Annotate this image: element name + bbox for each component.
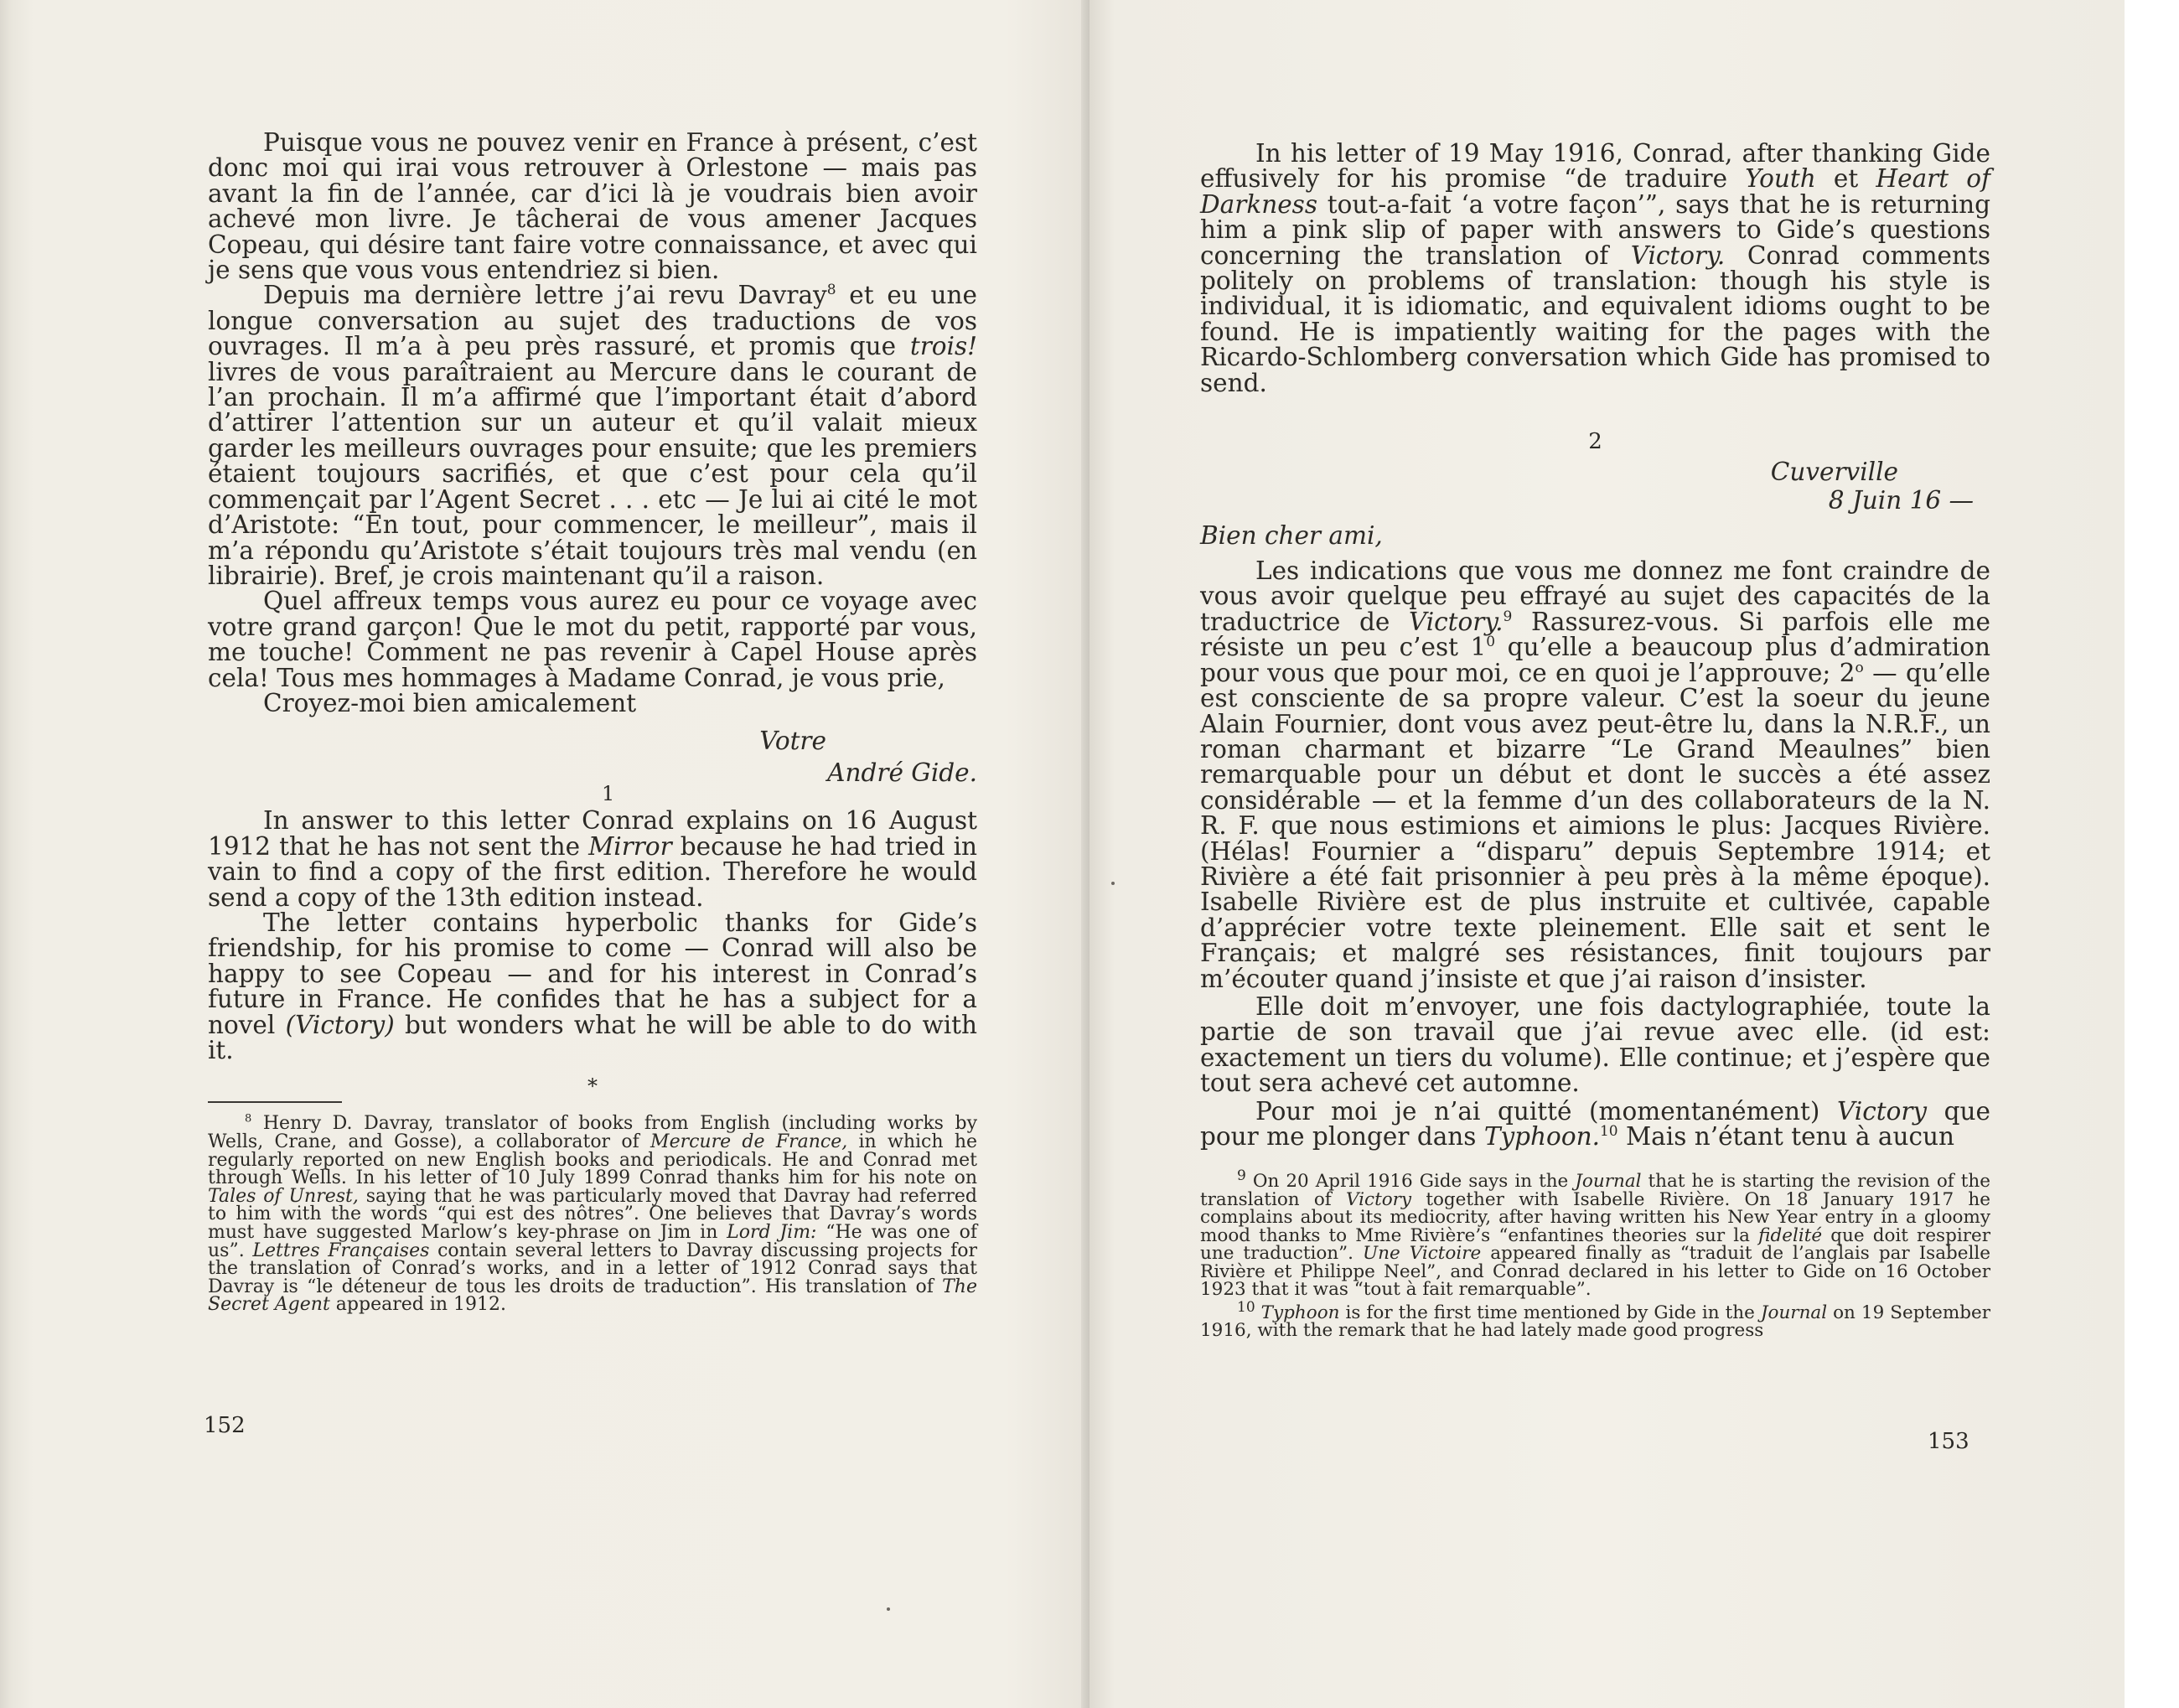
paragraph xyxy=(208,910,977,1063)
text: Victory. xyxy=(1408,607,1504,636)
text: Victory. xyxy=(1630,241,1726,270)
text: appeared finally as “traduit de l’anglais par Isabelle Rivière et Philippe Neel”, and Conrad declared in his letter to Gide on 16 October 1923 that it was “tout à fait remarquable”. xyxy=(1200,1243,1991,1301)
footnote-number: 9 xyxy=(1237,1167,1246,1185)
closing: Croyez-moi bien amicalement xyxy=(263,688,637,717)
text: Typhoon. xyxy=(1483,1122,1600,1151)
speck xyxy=(1111,882,1115,885)
footnotes xyxy=(1200,1167,1991,1342)
paragraph xyxy=(208,808,977,910)
footnote-ref: 10 xyxy=(1599,1123,1618,1141)
text: Tales of Unrest, xyxy=(208,1185,359,1207)
text: Lord Jim: xyxy=(727,1221,817,1243)
text: livres de vous paraîtraient au Mercure dans le courant de l’an prochain. Il m’a affirmé que l’important était d’abord d’attirer l’attention sur un auteur et qu’il valait mieux garder les meilleurs ouvrages pour ensuite; que les premiers étaient toujours sacrifiés, et que c’est pour cela qu’il commençait par l’Agent Secret . . . etc — Je lui ai cité le mot d’Aristote: “En tout, pour commencer, le meilleur”, mais il m’a répondu qu’Aristote s’était toujours très mal vendu (en librairie). Bref, je crois maintenant qu’il a raison. xyxy=(208,357,977,590)
text: In his letter of 19 May 1916, Conrad, after thanking Gide effusively for his promise “de traduire xyxy=(1200,139,1990,194)
paragraph xyxy=(1200,1096,1991,1151)
letter-date: 8 Juin 16 — xyxy=(1828,486,1974,515)
text: The letter contains hyperbolic thanks for Gide’s friendship, for his promise to come — Conrad will also be happy to see Copeau — and for his interest in Conrad’s future in France. He confides that he has a subject for a novel xyxy=(208,908,977,1039)
text: Youth xyxy=(1745,164,1816,194)
page-number: 153 xyxy=(1928,1429,1969,1454)
text: that he is starting the revision of the translation of xyxy=(1200,1171,1990,1210)
text: fidelité xyxy=(1758,1224,1823,1246)
section-separator: * xyxy=(587,1074,598,1099)
signature-name: André Gide. xyxy=(827,758,977,788)
text: Henry D. Davray, translator of books from English (including works by Wells, Crane, and Gosse), a collaborator of xyxy=(208,1113,977,1152)
text: The Secret Agent xyxy=(208,1276,977,1316)
text: et eu une longue conversation au sujet des traductions de vos ouvrages. Il m’a à peu près rassuré, et promis que xyxy=(208,281,977,361)
text: Journal xyxy=(1575,1171,1642,1193)
text: tout-a-fait ‘a votre façon’”, says that he is returning him a pink slip of paper with answers to Gide’s questions concerning the translation of xyxy=(1200,189,1990,270)
ordinal: 0 xyxy=(1486,634,1496,651)
text: Journal xyxy=(1760,1302,1828,1323)
text: Mais n’étant tenu à aucun xyxy=(1617,1122,1954,1151)
footnote-ref: 8 xyxy=(826,282,836,299)
left-page-text xyxy=(208,130,977,1314)
text: Conrad comments politely on problems of translation: though his style is individual, it is idiomatic, and equivalent idioms ought to be found. He is impatiently waiting for the pages with the Ricardo-Schlomberg conversation which Gide has promised to send. xyxy=(1200,241,1990,397)
page-number: 152 xyxy=(204,1413,246,1438)
text: saying that he was particularly moved that Davray had referred to him with the words “qui est des nôtres”. One believes that Davray’s words must have suggested Marlow’s key-phrase on Jim in xyxy=(208,1185,977,1243)
text: Mirror xyxy=(588,831,672,861)
footnote-number: 10 xyxy=(1237,1298,1255,1316)
text: Rassurez-vous. Si parfois elle me résiste un peu c’est 1 xyxy=(1200,607,1990,662)
text: Heart of Darkness xyxy=(1200,164,1990,219)
text: Une Victoire xyxy=(1362,1243,1482,1265)
text: in which he regularly reported on new English books and periodicals. He and Conrad met through Wells. In his letter of 10 July 1899 Conrad thanks him for his note on xyxy=(208,1131,978,1189)
footnote-10 xyxy=(1200,1298,1990,1342)
right-page xyxy=(1090,0,2125,1708)
footnotes xyxy=(208,1115,977,1314)
text: Depuis ma dernière lettre j’ai revu Davray xyxy=(263,281,827,310)
footnote-number: 8 xyxy=(245,1113,252,1126)
paragraph: Quel affreux temps vous aurez eu pour ce voyage avec votre grand garçon! Que le mot du petit, rapporté par vous, me touche! Comment ne pas revenir à Capel House après cela! Tous mes hommages à Madame Conrad, je vous prie, xyxy=(208,587,977,692)
footnote-ref: 9 xyxy=(1503,608,1513,626)
ordinal: o xyxy=(1855,659,1864,676)
text: Victory xyxy=(1836,1096,1928,1126)
section-number: 1 xyxy=(602,782,615,806)
text: because he had tried in vain to find a copy of the first edition. Therefore he would send a copy of the 13th edition instead. xyxy=(208,831,978,912)
paragraph xyxy=(208,282,977,588)
footnote-9 xyxy=(1200,1167,1991,1301)
footnote-rule xyxy=(208,1101,342,1103)
text: trois! xyxy=(909,332,977,361)
section-number: 2 xyxy=(1588,429,1602,455)
text: qu’elle a beaucoup plus d’admiration pour vous que pour moi, ce en quoi je l’approuve; 2 xyxy=(1200,633,1990,687)
text: contain several letters to Davray discussing projects for the translation of Conrad’s works, and in a letter of 1912 Conrad says that Davray is “le déteneur de tous les droits de traduction”. His translation of xyxy=(208,1240,977,1297)
right-page-text xyxy=(1200,141,1990,1345)
paragraph: Puisque vous ne pouvez venir en France à présent, c’est donc moi qui irai vous retrouver à Orlestone — mais pas avant la fin de l’année, car d’ici là je voudrais bien avoir achevé mon livre. Je tâcherai de vous amener Jacques Copeau, qui désire tant faire votre connaissance, et avec qui je sens que vous vous entendriez si bien. xyxy=(208,128,977,285)
text: is for the first time mentioned by Gide in the xyxy=(1339,1302,1761,1323)
speck xyxy=(887,1607,890,1611)
paragraph xyxy=(1200,141,1990,396)
text: — qu’elle est consciente de sa propre valeur. C’est la soeur du jeune Alain Fournier, dont vous avez peut-être lu, dans la N.R.F., un roman charmant et bizarre “Le Grand Meaulnes” bien remarquable pour un début et dont le succès a été assez considérable — et la femme d’un des collaborateurs de la N. R. F. que nous estimions et aimions le plus: Jacques Rivière. (Hélas! Fournier a “disparu” depuis Septembre 1914; et Rivière a été fait prisonnier à peu près à la même époque). Isabelle Rivière est de plus instruite et cultivée, capable d’apprécier votre texte pleinement. Elle sait et sent le Français; et malgré ses résistances, finit toujours par m’écouter quand j’insiste et que j’ai raison d’insister. xyxy=(1200,658,1990,993)
text: que pour me plonger dans xyxy=(1200,1096,1991,1151)
text: but wonders what he will be able to do with it. xyxy=(208,1010,977,1064)
text: appeared in 1912. xyxy=(329,1294,506,1316)
text: Lettres Françaises xyxy=(252,1240,430,1261)
text: Pour moi je n’ai quitté (momentanément) xyxy=(1255,1096,1837,1126)
text: Victory xyxy=(1346,1188,1412,1210)
paragraph xyxy=(1200,558,1990,991)
salutation: Bien cher ami, xyxy=(1200,521,1383,551)
text: On 20 April 1916 Gide says in the xyxy=(1245,1171,1576,1193)
text: que doit respirer une traduction”. xyxy=(1200,1224,1991,1265)
text: on 19 September 1916, with the remark that he had lately made good progress xyxy=(1200,1302,1990,1342)
text: et xyxy=(1815,164,1876,194)
paragraph: Elle doit m’envoyer, une fois dactylographiée, toute la partie de son travail que j’ai revue avec elle. (id est: exactement un tiers du volume). Elle continue; et j’espère que tout sera achevé cet automne. xyxy=(1200,991,1990,1098)
footnote-8 xyxy=(208,1115,977,1314)
text: together with Isabelle Rivière. On 18 January 1917 he complains about its mediocrity, after having written his New Year entry in a gloomy mood thanks to Mme Rivière’s “enfantines theories sur la xyxy=(1200,1188,1990,1246)
text: In answer to this letter Conrad explains on 16 August 1912 that he has not sent the xyxy=(208,806,977,861)
text: (Victory) xyxy=(285,1010,395,1039)
text: Typhoon xyxy=(1260,1302,1340,1323)
letter-place: Cuverville xyxy=(1770,458,1898,487)
signature-votre: Votre xyxy=(759,727,826,756)
text: Mercure de France, xyxy=(650,1131,848,1152)
text: Les indications que vous me donnez me font craindre de vous avoir quelque peu effrayé au sujet des capacités de la traductrice de xyxy=(1200,556,1990,636)
text: “He was one of us”. xyxy=(208,1221,978,1261)
